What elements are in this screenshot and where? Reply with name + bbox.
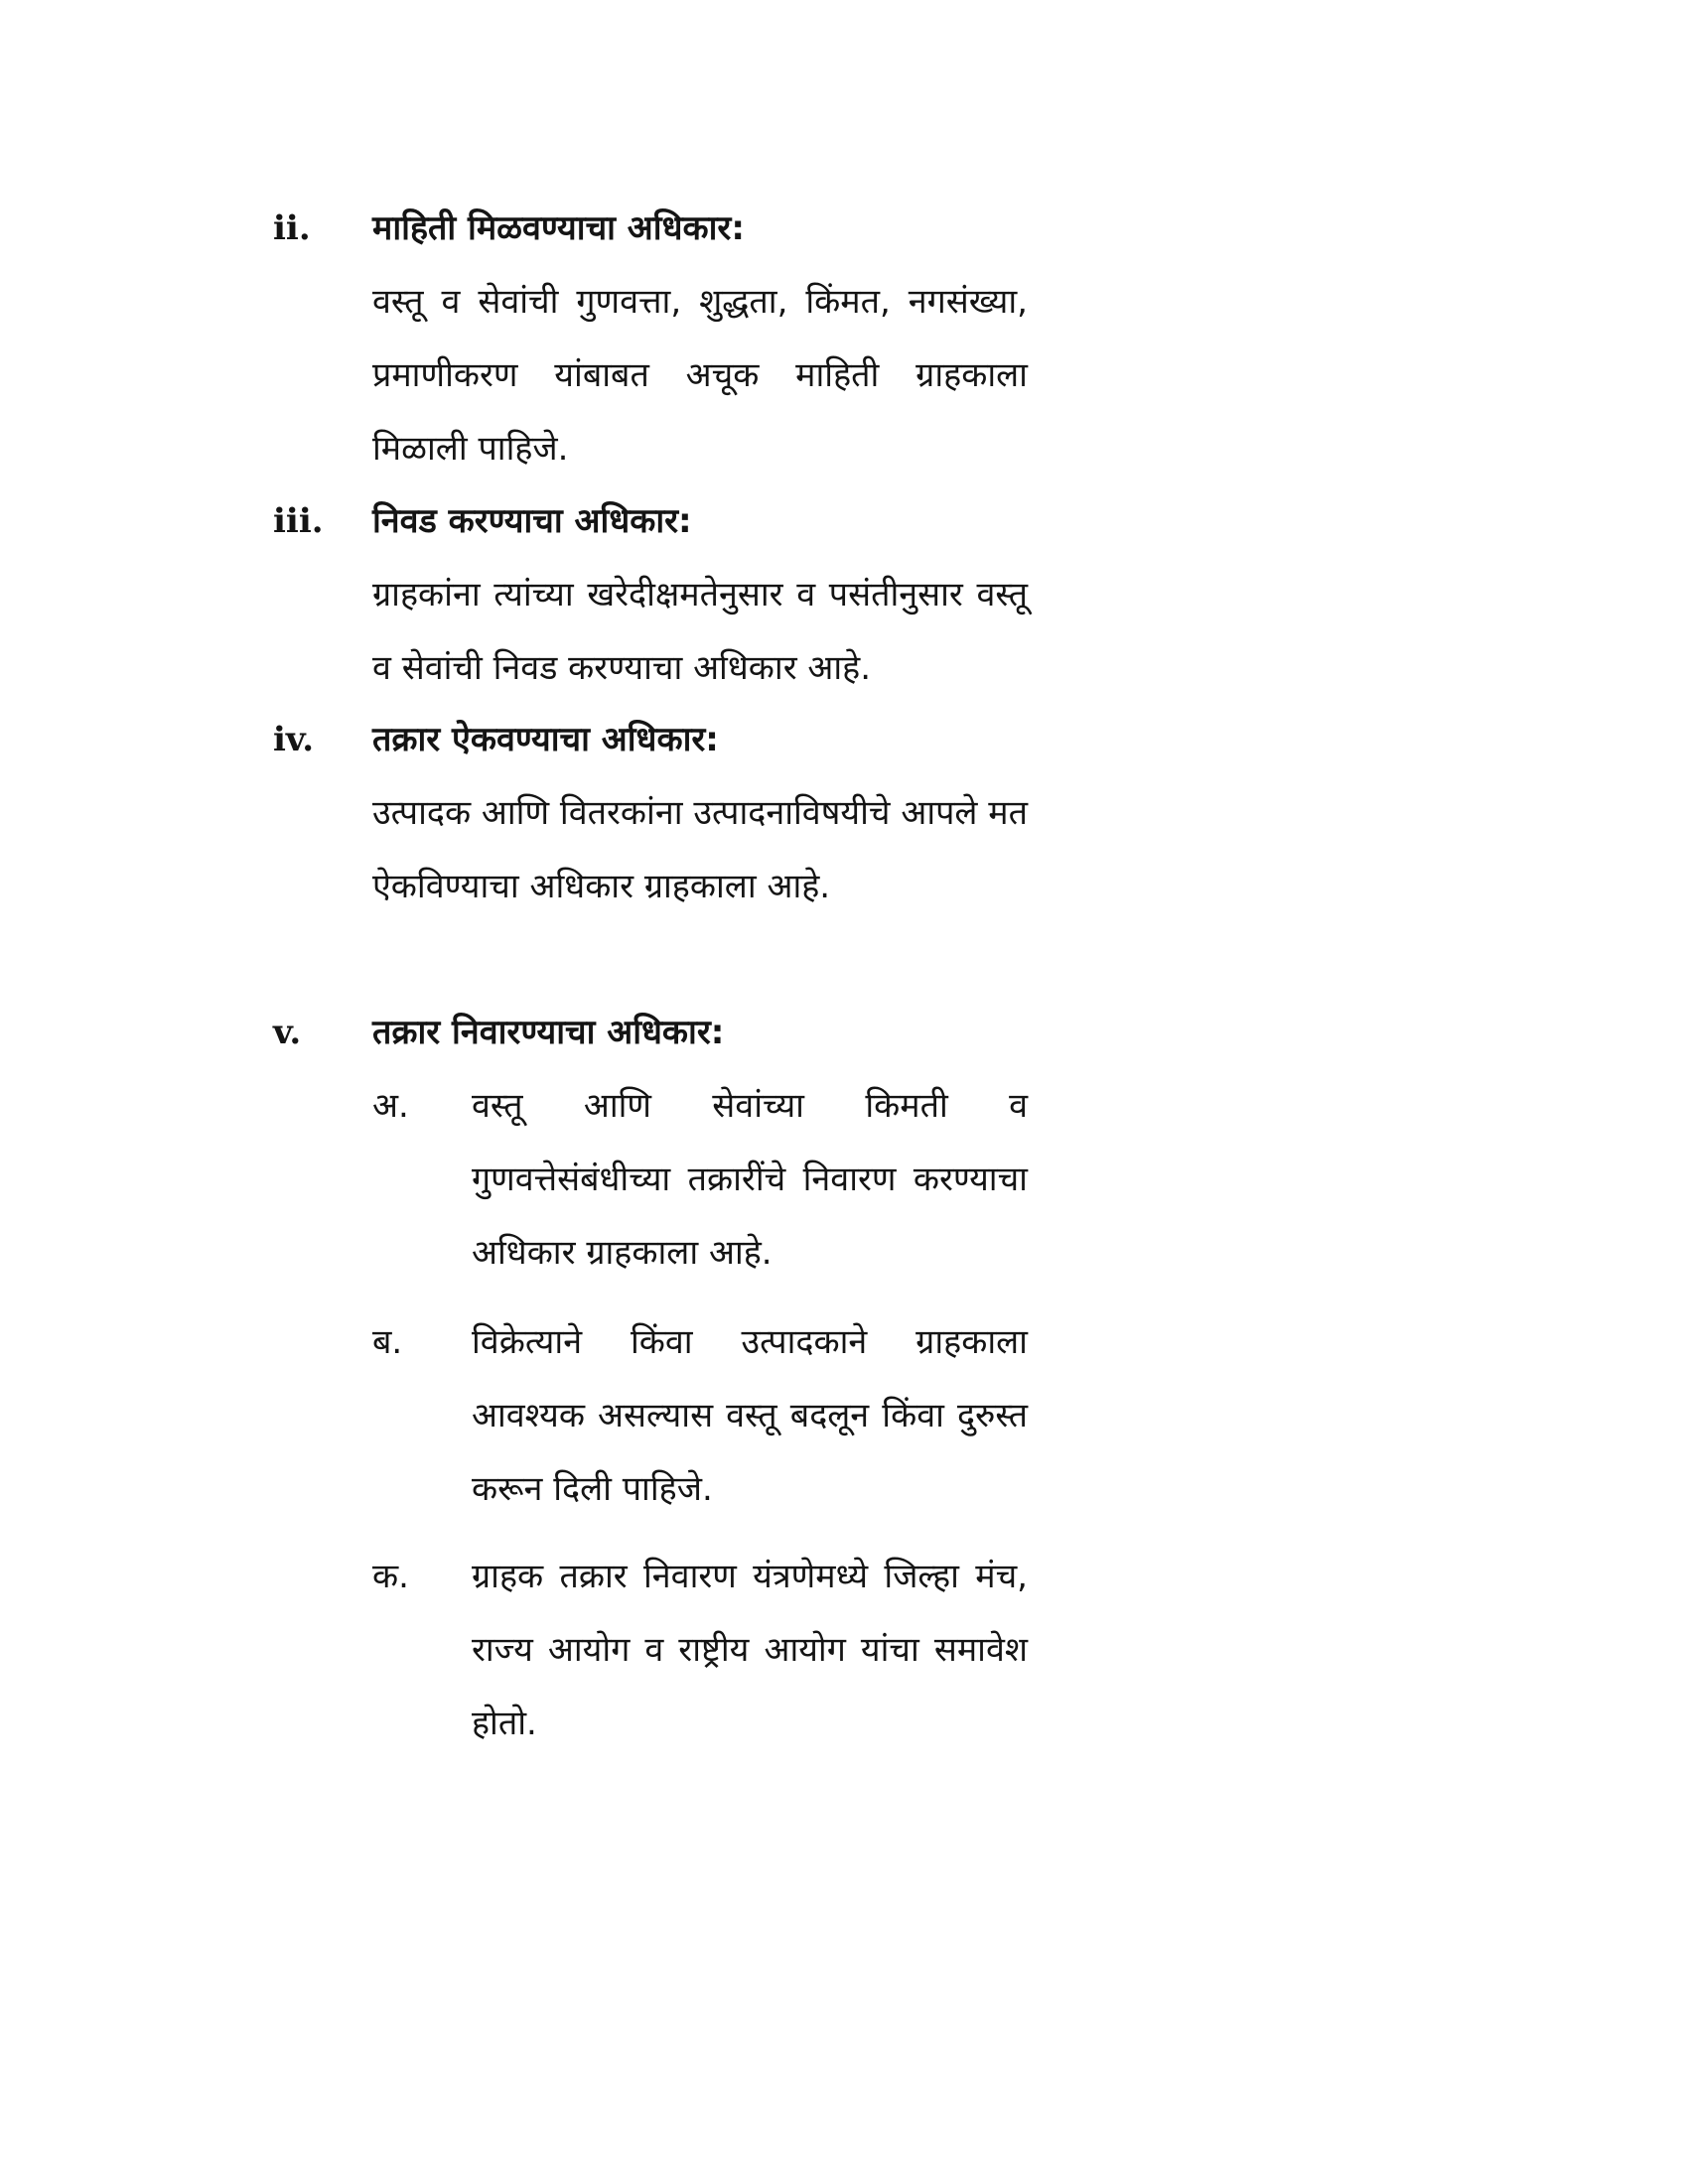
section-numeral: iv. (273, 720, 315, 759)
section-heading: माहिती मिळवण्याचा अधिकार: (372, 208, 745, 248)
section-body: ग्राहकांना त्यांच्या खरेदीक्षमतेनुसार व पसंतीनुसार वस्तू व सेवांची निवड करण्याचा अधिकार आहे. (372, 575, 1028, 688)
sub-item (372, 1305, 1028, 1529)
section-heading: तक्रार ऐकवण्याचा अधिकार: (372, 720, 719, 759)
section-heading: निवड करण्याचा अधिकार: (372, 501, 692, 541)
sub-item-marker: अ. (372, 1086, 409, 1126)
section-right-to-be-heard (273, 715, 1067, 1003)
section-right-to-redressal (273, 1008, 1067, 1762)
section-numeral: ii. (273, 208, 311, 248)
section-numeral: v. (273, 1013, 302, 1052)
section-heading: तक्रार निवारण्याचा अधिकार: (372, 1013, 725, 1052)
section-right-to-choose (273, 496, 1067, 705)
section-right-to-information (273, 204, 1067, 491)
section-body: उत्पादक आणि वितरकांना उत्पादनाविषयीचे आपले मत ऐकविण्याचा अधिकार ग्राहकाला आहे. (372, 793, 1028, 906)
sub-item-marker: ब. (372, 1322, 403, 1362)
sub-item-marker: क. (372, 1557, 409, 1596)
sub-item-text: ग्राहक तक्रार निवारण यंत्रणेमध्ये जिल्हा मंच, राज्य आयोग व राष्ट्रीय आयोग यांचा समावेश होतो. (472, 1557, 1028, 1743)
sub-item-text: विक्रेत्याने किंवा उत्पादकाने ग्राहकाला आवश्यक असल्यास वस्तू बदलून किंवा दुरुस्त करून दिली पाहिजे. (472, 1322, 1028, 1509)
sub-item (372, 1540, 1028, 1763)
section-numeral: iii. (273, 501, 324, 541)
sub-item-text: वस्तू आणि सेवांच्या किमती व गुणवत्तेसंबंधीच्या तक्रारींचे निवारण करण्याचा अधिकार ग्राहकाला आहे. (472, 1086, 1028, 1273)
section-body: वस्तू व सेवांची गुणवत्ता, शुद्धता, किंमत, नगसंख्या, प्रमाणीकरण यांबाबत अचूक माहिती ग्राहकाला मिळाली पाहिजे. (372, 282, 1028, 469)
sub-item (372, 1069, 1028, 1293)
